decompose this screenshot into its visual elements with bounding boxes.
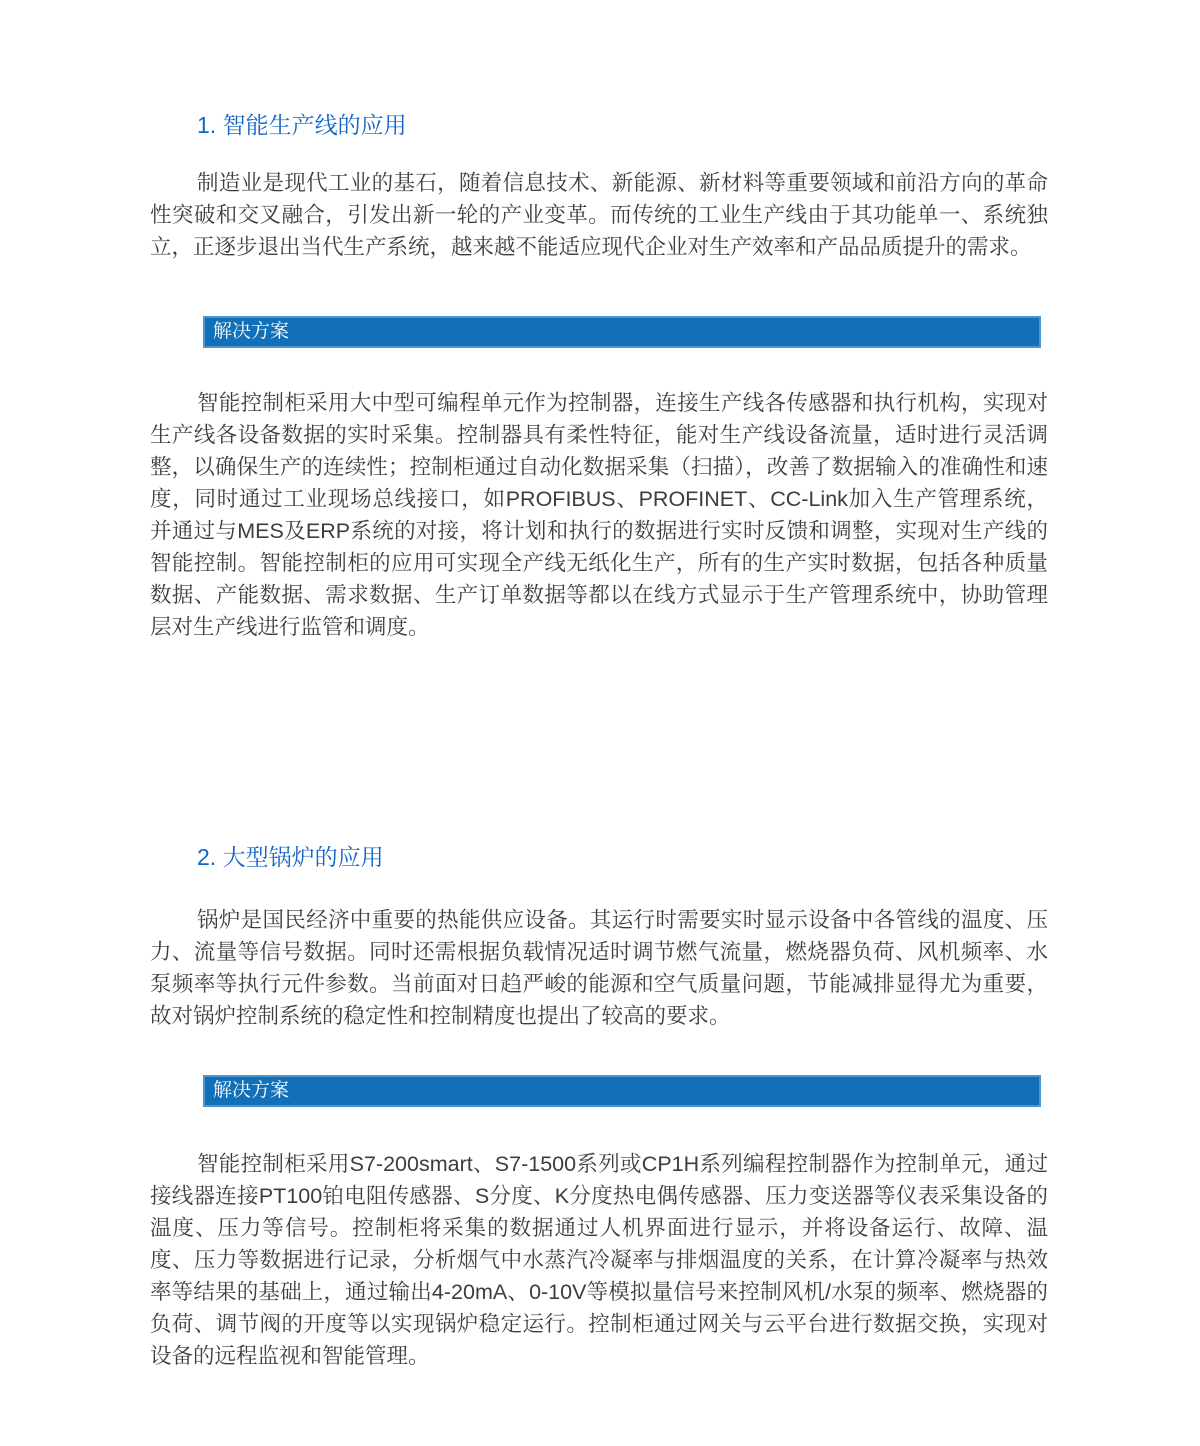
section-2-intro-paragraph: 锅炉是国民经济中重要的热能供应设备。其运行时需要实时显示设备中各管线的温度、压力、流量等信号数据。同时还需根据负载情况适时调节燃气流量，燃烧器负荷、风机频率、水泵频率等执行元件参数。当前面对日趋严峻的能源和空气质量问题，节能减排显得尤为重要，故对锅炉控制系统的稳定性和控制精度也提出了较高的要求。 xyxy=(150,908,1048,1028)
section-1-solution-paragraph: 智能控制柜采用大中型可编程单元作为控制器，连接生产线各传感器和执行机构，实现对生产线各设备数据的实时采集。控制器具有柔性特征，能对生产线设备流量，适时进行灵活调整，以确保生产的连续性；控制柜通过自动化数据采集（扫描），改善了数据输入的准确性和速度，同时通过工业现场总线接口，如PROFIBUS、PROFINET、CC-Link加入生产管理系统，并通过与MES及ERP系统的对接，将计划和执行的数据进行实时反馈和调整，实现对生产线的智能控制。智能控制柜的应用可实现全产线无纸化生产，所有的生产实时数据，包括各种质量数据、产能数据、需求数据、生产订单数据等都以在线方式显示于生产管理系统中，协助管理层对生产线进行监管和调度。 xyxy=(150,391,1048,639)
section-1-solution-banner xyxy=(203,316,1041,348)
section-large-boiler xyxy=(150,842,1048,1372)
section-smart-production-line xyxy=(150,110,1048,643)
section-2-heading: 2. 大型锅炉的应用 xyxy=(197,844,384,870)
section-2-solution-banner xyxy=(203,1075,1041,1107)
section-2-solution-banner-label: 解决方案 xyxy=(213,1080,290,1101)
section-1-solution-banner-label: 解决方案 xyxy=(213,321,290,342)
section-1-intro-paragraph: 制造业是现代工业的基石，随着信息技术、新能源、新材料等重要领域和前沿方向的革命性突破和交叉融合，引发出新一轮的产业变革。而传统的工业生产线由于其功能单一、系统独立，正逐步退出当代生产系统，越来越不能适应现代企业对生产效率和产品品质提升的需求。 xyxy=(150,171,1048,259)
section-2-solution-paragraph: 智能控制柜采用S7-200smart、S7-1500系列或CP1H系列编程控制器作为控制单元，通过接线器连接PT100铂电阻传感器、S分度、K分度热电偶传感器、压力变送器等仪表采集设备的温度、压力等信号。控制柜将采集的数据通过人机界面进行显示，并将设备运行、故障、温度、压力等数据进行记录，分析烟气中水蒸汽冷凝率与排烟温度的关系，在计算冷凝率与热效率等结果的基础上，通过输出4-20mA、0-10V等模拟量信号来控制风机/水泵的频率、燃烧器的负荷、调节阀的开度等以实现锅炉稳定运行。控制柜通过网关与云平台进行数据交换，实现对设备的远程监视和智能管理。 xyxy=(150,1152,1048,1368)
section-1-heading: 1. 智能生产线的应用 xyxy=(197,112,407,138)
